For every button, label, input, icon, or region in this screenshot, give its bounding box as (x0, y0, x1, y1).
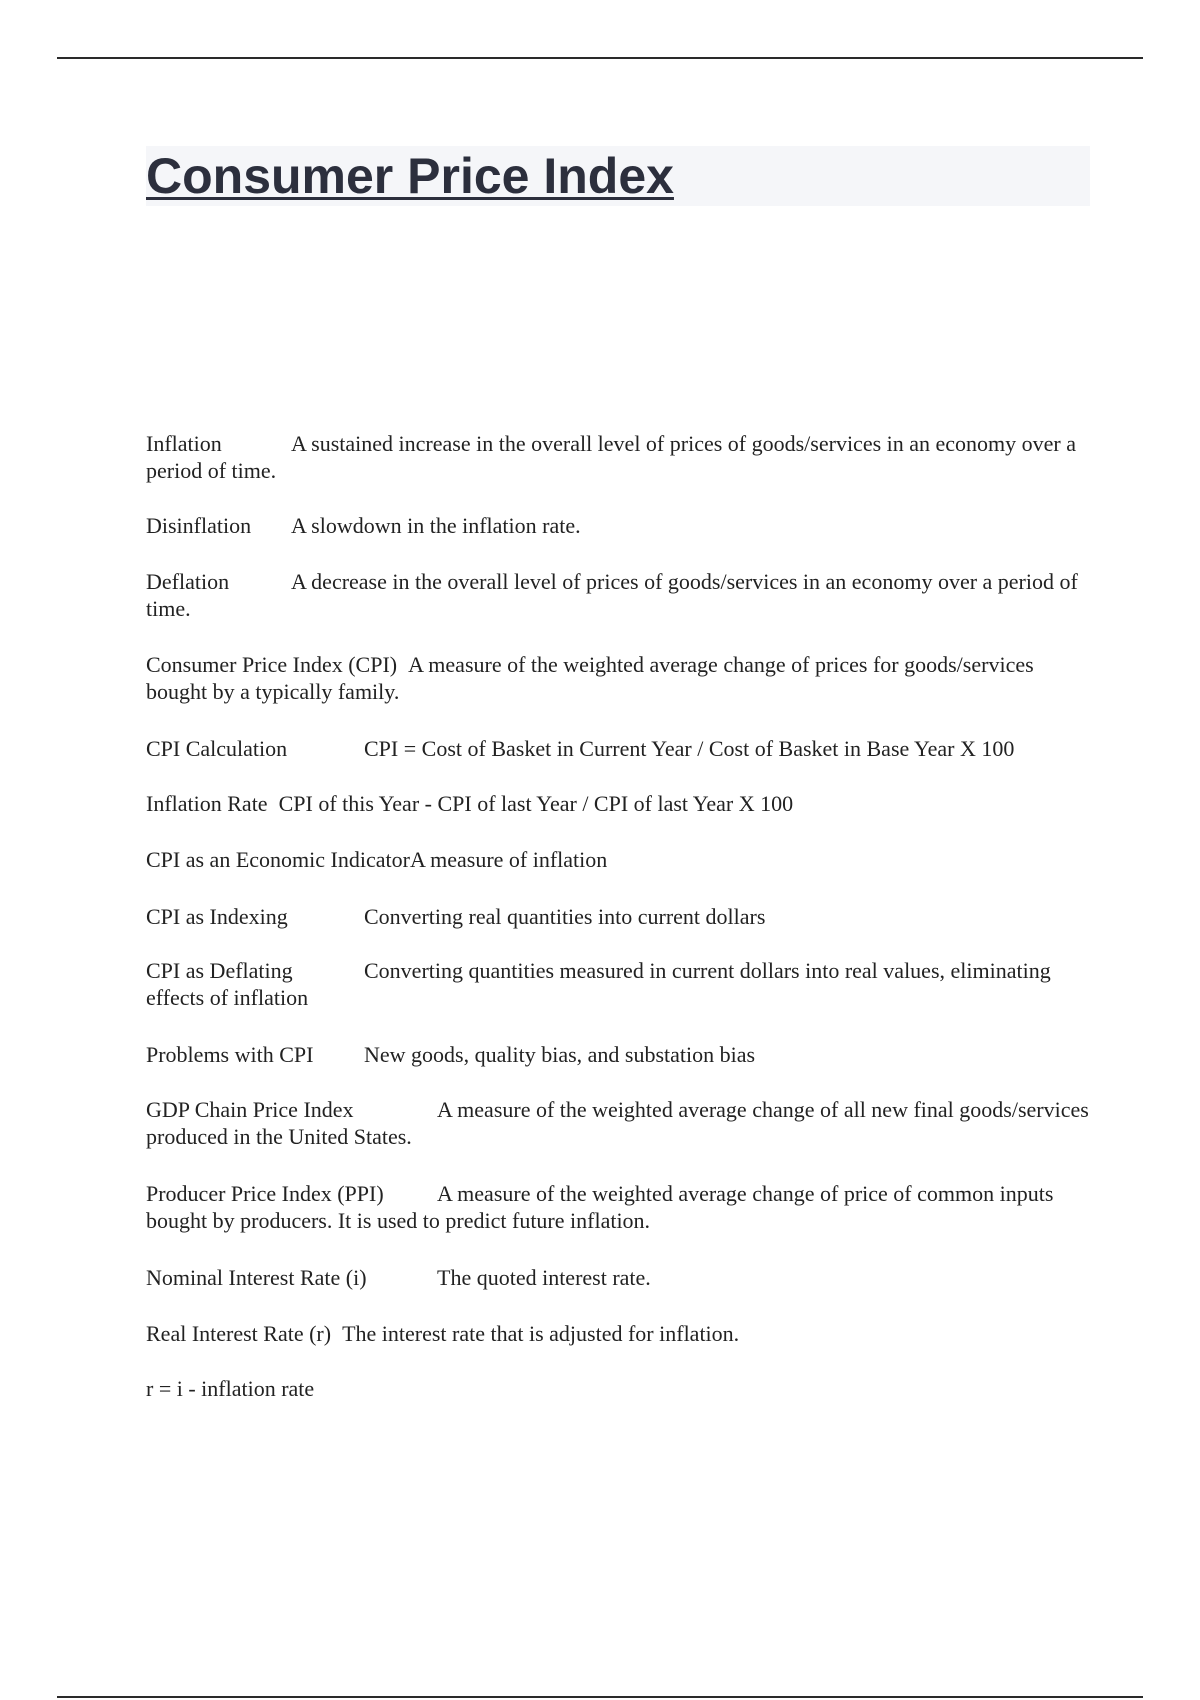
glossary-entry-gdp-chain-price-index (146, 1096, 1096, 1150)
bottom-rule (57, 1696, 1143, 1698)
glossary-entry-inflation-rate (146, 790, 1096, 817)
top-rule (57, 57, 1143, 59)
entry-definition: A measure of inflation (409, 847, 608, 872)
entry-term: CPI as Indexing (146, 904, 288, 929)
glossary-entry-deflation (146, 568, 1096, 622)
entry-definition: The interest rate that is adjusted for inflation. (342, 1321, 740, 1346)
entry-definition: CPI = Cost of Basket in Current Year / Cost of Basket in Base Year X 100 (364, 736, 1015, 761)
glossary-entry-cpi-indexing (146, 903, 1096, 930)
entry-definition: A decrease in the overall level of prices of goods/services in an economy over a period of time. (146, 569, 1078, 621)
entry-term: Consumer Price Index (CPI) (146, 652, 398, 677)
glossary-entry-cpi (146, 651, 1096, 705)
glossary-entry-disinflation (146, 512, 1096, 539)
entry-definition: CPI of this Year - CPI of last Year / CPI of last Year X 100 (278, 791, 794, 816)
entry-term: Problems with CPI (146, 1042, 314, 1067)
entry-definition: A slowdown in the inflation rate. (291, 513, 581, 538)
entry-definition: A measure of the weighted average change of prices for goods/services bought by a typically family. (146, 652, 1034, 704)
entry-definition: Converting quantities measured in current dollars into real values, eliminating effects of inflation (146, 958, 1051, 1010)
page-title: Consumer Price Index (146, 148, 674, 204)
glossary-entry-ppi (146, 1180, 1096, 1234)
entry-term: Real Interest Rate (r) (146, 1321, 332, 1346)
entry-term: Inflation Rate (146, 791, 268, 816)
entry-definition: A measure of the weighted average change of all new final goods/services produced in the United States. (146, 1097, 1089, 1149)
glossary-entry-real-interest-rate (146, 1320, 1096, 1347)
entry-term: Deflation (146, 569, 230, 594)
entry-definition: The quoted interest rate. (437, 1265, 651, 1290)
entry-term: Disinflation (146, 513, 252, 538)
glossary-entry-nominal-interest-rate (146, 1264, 1096, 1291)
entry-definition: A sustained increase in the overall level of prices of goods/services in an economy over a period of time. (146, 431, 1077, 483)
glossary-entry-problems-with-cpi (146, 1041, 1096, 1068)
entry-term: Producer Price Index (PPI) (146, 1181, 384, 1206)
entry-term: Inflation (146, 431, 222, 456)
entry-definition: New goods, quality bias, and substation bias (364, 1042, 756, 1067)
entry-term: CPI as an Economic Indicator (146, 847, 410, 872)
glossary-entry-inflation (146, 430, 1096, 484)
entry-definition: Converting real quantities into current dollars (364, 904, 766, 929)
entry-term: Nominal Interest Rate (i) (146, 1265, 367, 1290)
glossary-entry-cpi-calculation (146, 735, 1096, 762)
glossary-entry-cpi-deflating (146, 957, 1096, 1011)
entry-term: CPI as Deflating (146, 958, 293, 983)
entry-term: CPI Calculation (146, 736, 288, 761)
footnote-formula: r = i - inflation rate (146, 1376, 315, 1401)
entry-definition: A measure of the weighted average change of price of common inputs bought by producers. It is used to predict future inflation. (146, 1181, 1054, 1233)
glossary-entry-cpi-economic-indicator (146, 846, 1096, 873)
entry-term: GDP Chain Price Index (146, 1097, 354, 1122)
